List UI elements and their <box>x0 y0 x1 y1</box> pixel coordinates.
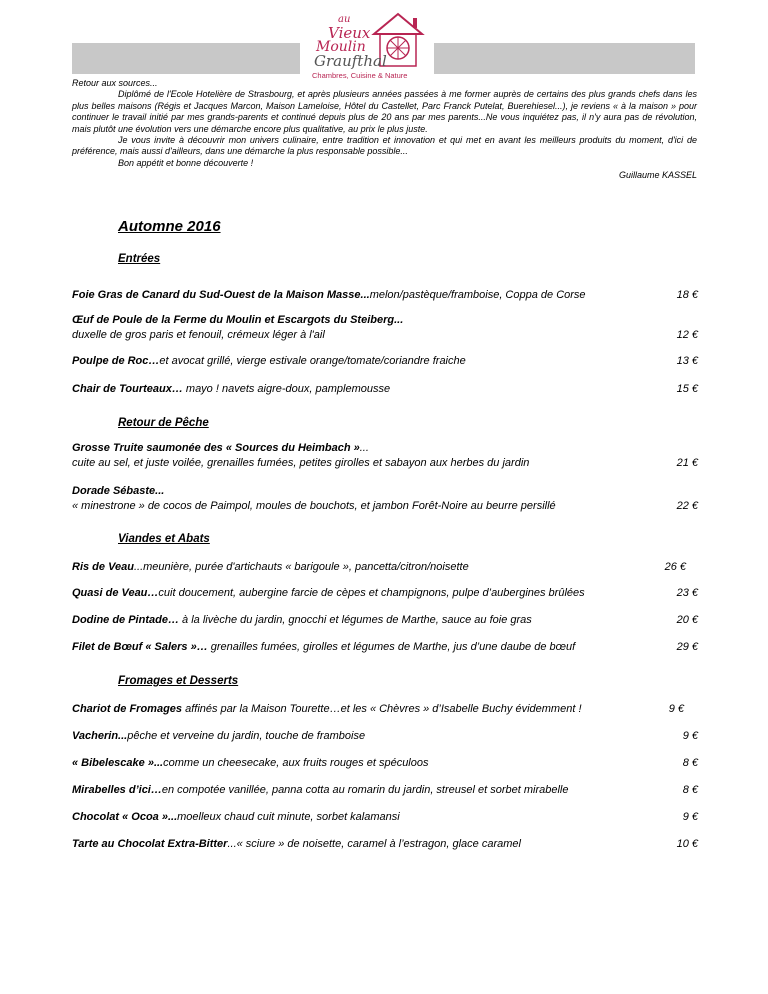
dish-name-suffix: ... <box>359 442 369 454</box>
dish-price: 29 € <box>676 641 698 653</box>
category-title: Retour de Pêche <box>118 417 209 429</box>
category-title: Fromages et Desserts <box>118 675 239 687</box>
dish-name: Grosse Truite saumonée des « Sources du Heimbach » <box>72 442 360 454</box>
menu-item <box>72 586 698 601</box>
dish-name: Foie Gras de Canard du Sud-Ouest de la Maison Masse... <box>72 289 370 301</box>
dish-price: 9 € <box>682 730 698 742</box>
dish-description: ...« sciure » de noisette, caramel à l’estragon, glace caramel <box>227 838 521 850</box>
menu-item <box>72 354 698 369</box>
dish-description: à la livèche du jardin, gnocchi et légumes de Marthe, sauce au foie gras <box>178 614 532 626</box>
menu-item <box>72 613 698 628</box>
dish-price: 10 € <box>676 838 698 850</box>
dish-name: Dodine de Pintade… <box>72 614 179 626</box>
logo-line-2: Vieux <box>328 24 371 42</box>
dish-name: Œuf de Poule de la Ferme du Moulin et Escargots du Steiberg... <box>72 314 404 326</box>
dish-name: Chocolat « Ocoa »... <box>72 811 178 823</box>
dish-description: et avocat grillé, vierge estivale orange/tomate/coriandre fraiche <box>159 355 466 367</box>
dish-price: 15 € <box>676 383 698 395</box>
dish-description: grenailles fumées, girolles et légumes de Marthe, jus d’une daube de bœuf <box>207 641 576 653</box>
dish-price: 23 € <box>676 587 698 599</box>
intro-heading: Retour aux sources... <box>72 78 158 88</box>
dish-price: 13 € <box>676 355 698 367</box>
menu-item <box>72 441 698 471</box>
dish-name: Quasi de Veau… <box>72 587 159 599</box>
menu-item <box>72 382 698 397</box>
dish-price: 9 € <box>682 811 698 823</box>
chef-signature: Guillaume KASSEL <box>618 170 697 181</box>
dish-price: 12 € <box>676 329 698 341</box>
menu-item <box>72 810 698 825</box>
dish-name: Tarte au Chocolat Extra-Bitter <box>72 838 228 850</box>
dish-description: comme un cheesecake, aux fruits rouges et spéculoos <box>163 757 429 769</box>
logo-line-1: au <box>338 14 351 25</box>
logo-line-3: Moulin <box>316 39 366 55</box>
intro-text <box>72 78 697 182</box>
dish-name: Poulpe de Roc… <box>72 355 160 367</box>
restaurant-logo <box>300 10 434 80</box>
logo-tagline: Chambres, Cuisine & Nature <box>312 71 408 80</box>
dish-price: 26 € <box>664 561 686 573</box>
dish-description: mayo ! navets aigre-doux, pamplemousse <box>182 383 391 395</box>
dish-price: 8 € <box>682 784 698 796</box>
intro-paragraph-2: Je vous invite à découvrir mon univers culinaire, entre tradition et innovation et qui met en avant les meilleurs produits du moment, d'ici de préférence, mais aussi d'ailleurs, dans une démarche la plus responsable possible... <box>72 135 697 157</box>
dish-price: 20 € <box>676 614 698 626</box>
menu-item <box>72 756 698 771</box>
menu-item <box>72 837 698 852</box>
dish-name: Vacherin... <box>72 730 128 742</box>
category-title: Entrées <box>118 253 161 265</box>
logo-line-4: Graufthal <box>314 52 387 70</box>
intro-paragraph-1: Diplômé de l'Ecole Hotelière de Strasbourg, et après plusieurs années passées à me former auprès de certains des plus grands chefs dans les plus belles maisons (Régis et Jacques Marcon, Maison Lameloise, Hôtel du Castellet, Parc Franck Putelat, Buerehiesel...), je reviens « à la maison » pour continuer le travail initié par mes grands-parents et continué depuis plus de 20 ans par mes parents...Ne vous inquiétez pas, il n'y aura pas de révolution, mais plutôt une évolution vers une démarche encore plus qualitative, au prix le plus juste. <box>72 89 697 134</box>
dish-description: moelleux chaud cuit minute, sorbet kalamansi <box>177 811 400 823</box>
dish-description: duxelle de gros paris et fenouil, crémeux léger à l'ail <box>72 329 325 341</box>
menu-item <box>72 640 698 655</box>
menu-item <box>72 560 686 575</box>
dish-description: cuite au sel, et juste voilée, grenailles fumées, petites girolles et sabayon aux herbes du jardin <box>72 457 530 469</box>
menu-item <box>72 702 698 717</box>
menu-title: Automne 2016 <box>118 218 221 235</box>
dish-name: Mirabelles d’ici… <box>72 784 162 796</box>
dish-description: cuit doucement, aubergine farcie de cèpes et champignons, pulpe d’aubergines brûlées <box>158 587 585 599</box>
dish-price: 22 € <box>676 500 698 512</box>
dish-name: « Bibelescake »... <box>72 757 164 769</box>
dish-name: Ris de Veau <box>72 561 134 573</box>
menu-item <box>72 313 698 343</box>
dish-name: Chair de Tourteaux… <box>72 383 183 395</box>
dish-description: pêche et verveine du jardin, touche de framboise <box>127 730 366 742</box>
dish-price: 8 € <box>682 757 698 769</box>
menu-item <box>72 288 698 303</box>
dish-description: melon/pastèque/framboise, Coppa de Corse <box>369 289 586 301</box>
dish-name: Dorade Sébaste... <box>72 485 165 497</box>
menu-item <box>72 783 698 798</box>
category-title: Viandes et Abats <box>118 533 210 545</box>
dish-description: ...meunière, purée d'artichauts « barigoule », pancetta/citron/noisette <box>133 561 469 573</box>
dish-name: Filet de Bœuf « Salers »… <box>72 641 208 653</box>
dish-price: 21 € <box>676 457 698 469</box>
dish-description: affinés par la Maison Tourette…et les « Chèvres » d’Isabelle Buchy évidemment ! <box>182 703 582 715</box>
dish-price: 9 € <box>668 703 684 715</box>
intro-paragraph-3: Bon appétit et bonne découverte ! <box>118 157 254 168</box>
menu-item <box>72 484 698 514</box>
dish-description: « minestrone » de cocos de Paimpol, moules de bouchots, et jambon Forêt-Noire au beurre persillé <box>72 500 556 512</box>
menu-item <box>72 729 698 744</box>
dish-name: Chariot de Fromages <box>72 703 183 715</box>
dish-description: en compotée vanillée, panna cotta au romarin du jardin, streusel et sorbet mirabelle <box>161 784 569 796</box>
dish-price: 18 € <box>676 289 698 301</box>
